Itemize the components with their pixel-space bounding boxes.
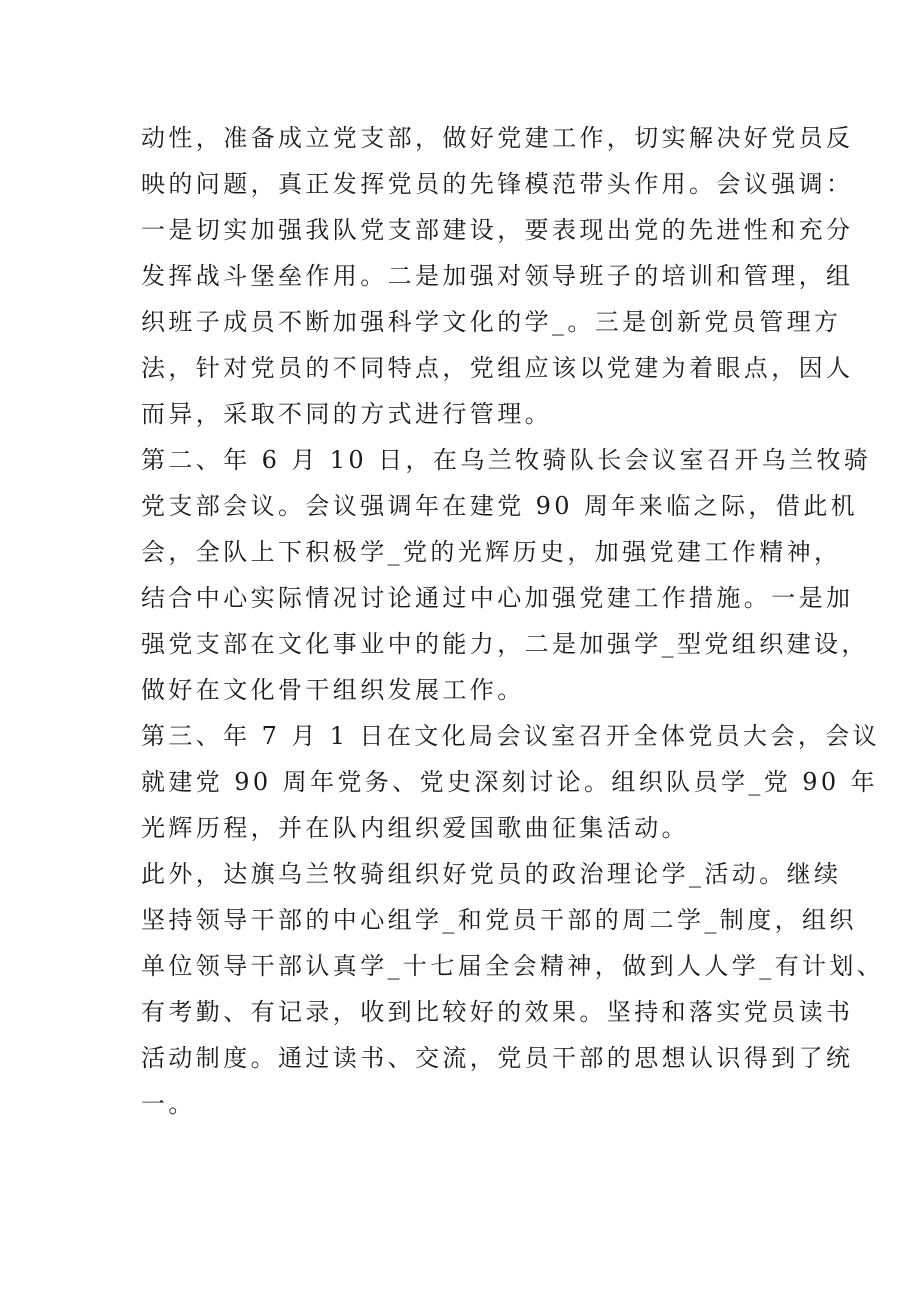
text-line: 而异，采取不同的方式进行管理。 [141, 400, 552, 428]
text-line: 第二、年 6 月 10 日，在乌兰牧骑队长会议室召开乌兰牧骑 [141, 446, 872, 474]
text-line: 动性，准备成立党支部，做好党建工作，切实解决好党员反 [141, 124, 854, 152]
text-line: 会，全队上下积极学_党的光辉历史，加强党建工作精神， [141, 538, 842, 566]
text-line: 第三、年 7 月 1 日在文化局会议室召开全体党员大会，会议 [141, 722, 881, 750]
text-line: 发挥战斗堡垒作用。二是加强对领导班子的培训和管理，组 [141, 262, 854, 290]
text-line: 就建党 90 周年党务、党史深刻讨论。组织队员学_党 90 年 [141, 768, 878, 796]
text-line: 强党支部在文化事业中的能力，二是加强学_型党组织建设， [141, 630, 869, 658]
text-line: 坚持领导干部的中心组学_和党员干部的周二学_制度，组织 [141, 906, 857, 934]
text-line: 一是切实加强我队党支部建设，要表现出党的先进性和充分 [141, 216, 854, 244]
text-line: 有考勤、有记录，收到比较好的效果。坚持和落实党员读书 [141, 998, 854, 1026]
text-line: 织班子成员不断加强科学文化的学_。三是创新党员管理方 [141, 308, 842, 336]
paragraph-2 [141, 437, 872, 713]
text-line: 一。 [141, 1090, 196, 1118]
paragraph-1 [141, 115, 854, 437]
document-body [141, 115, 885, 1127]
paragraph-3 [141, 713, 881, 851]
text-line: 党支部会议。会议强调年在建党 90 周年来临之际，借此机 [141, 492, 858, 520]
text-line: 光辉历程，并在队内组织爱国歌曲征集活动。 [141, 814, 689, 842]
text-line: 活动制度。通过读书、交流，党员干部的思想认识得到了统 [141, 1044, 854, 1072]
text-line: 结合中心实际情况讨论通过中心加强党建工作措施。一是加 [141, 584, 854, 612]
text-line: 映的问题，真正发挥党员的先锋模范带头作用。会议强调： [141, 170, 854, 198]
text-line: 此外，达旗乌兰牧骑组织好党员的政治理论学_活动。继续 [141, 860, 842, 888]
text-line: 法，针对党员的不同特点，党组应该以党建为着眼点，因人 [141, 354, 854, 382]
text-line: 单位领导干部认真学_十七届全会精神，做到人人学_有计划、 [141, 952, 885, 980]
text-line: 做好在文化骨干组织发展工作。 [141, 676, 525, 704]
paragraph-4 [141, 851, 885, 1127]
